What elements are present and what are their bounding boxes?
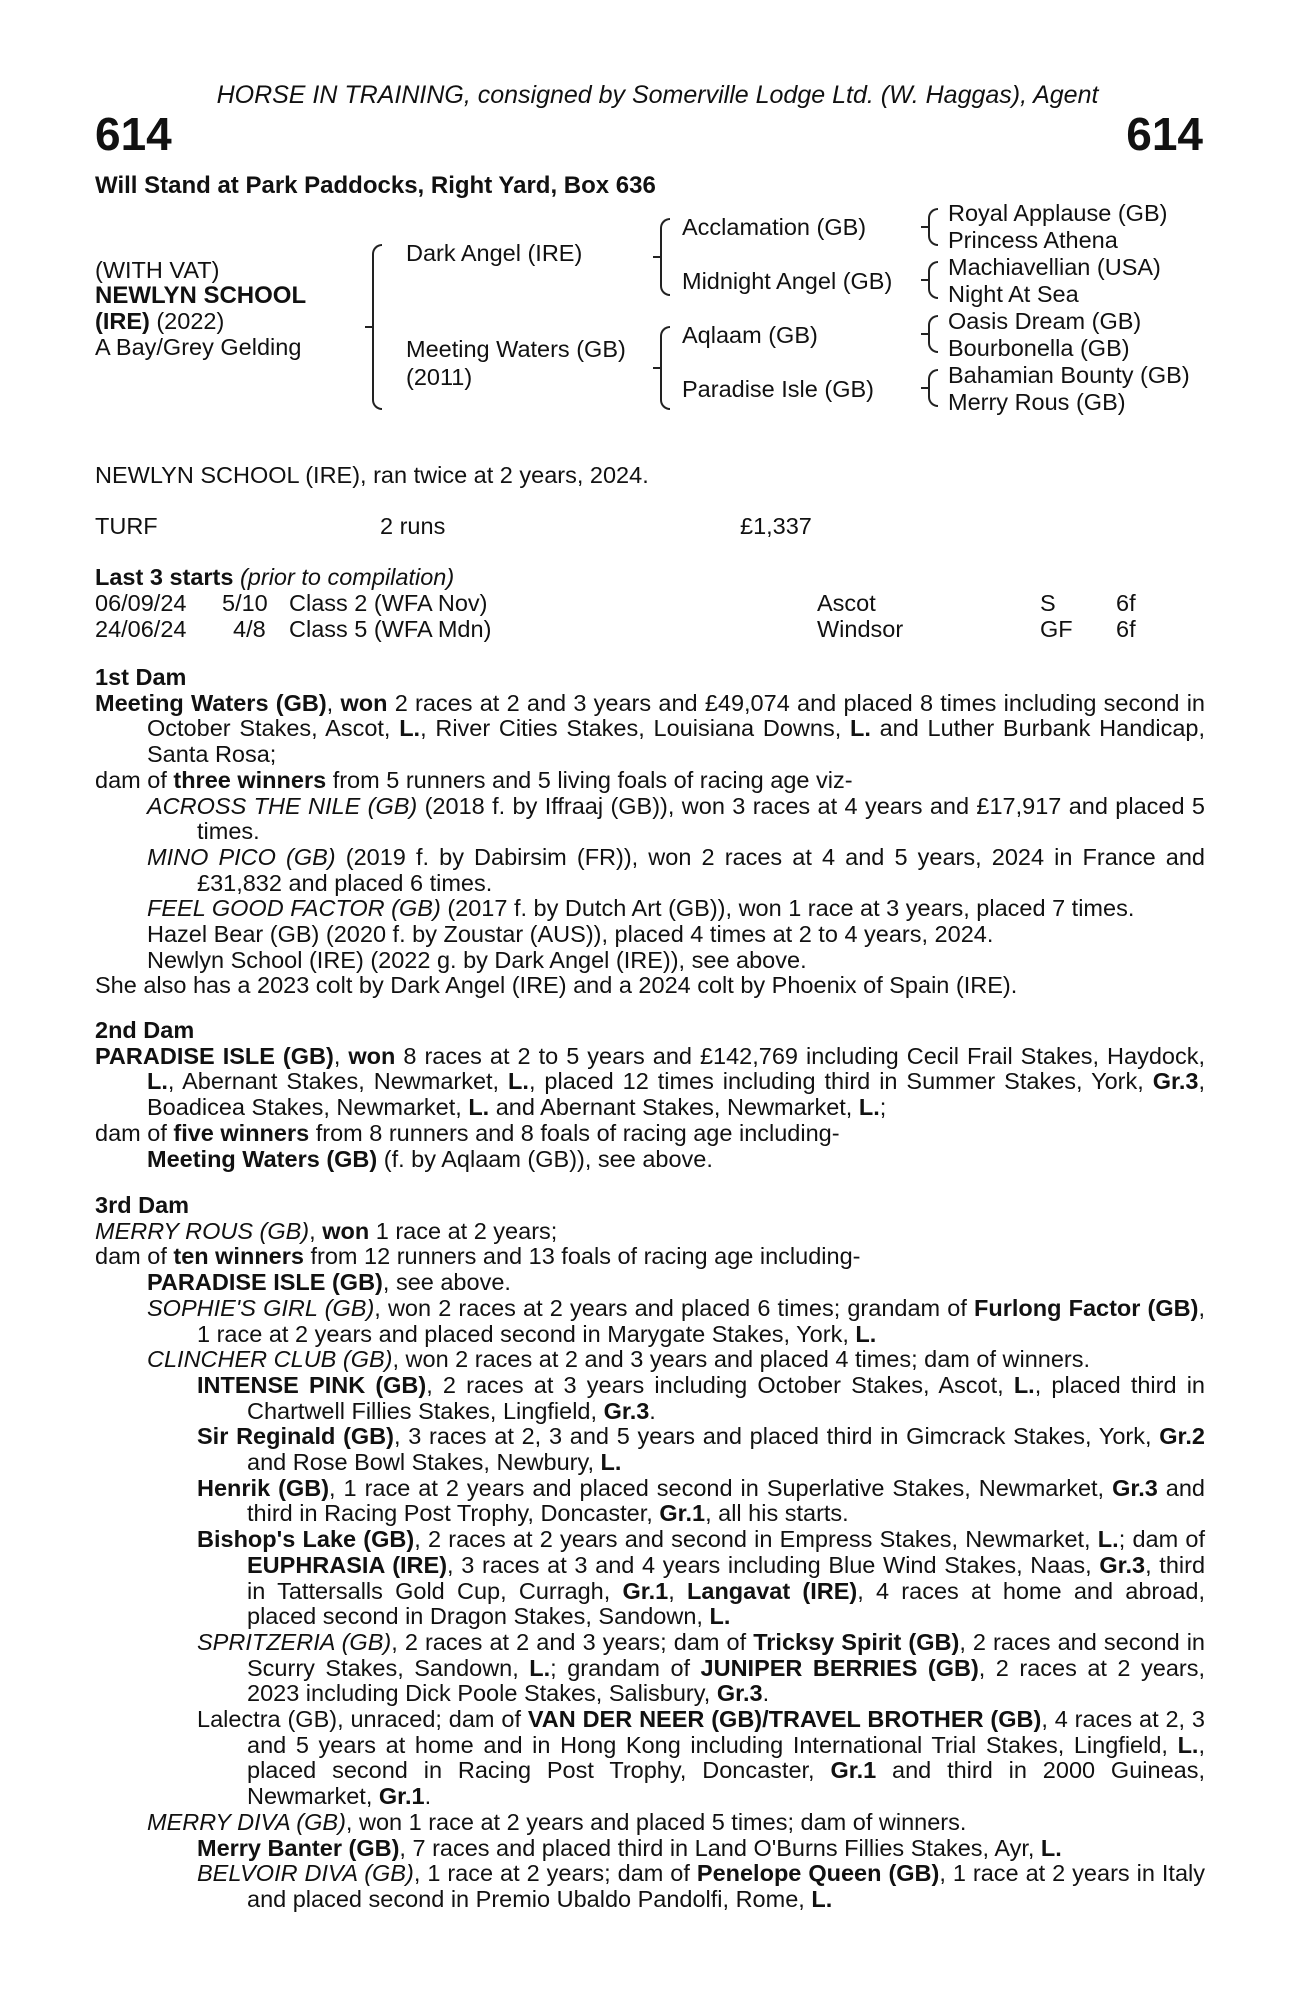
start-going: GF — [1040, 616, 1073, 642]
pedigree-brace-sire — [660, 218, 670, 296]
pedigree-dam-year: (2011) — [406, 364, 473, 390]
pedigree-ss-dam: Princess Athena — [948, 227, 1118, 253]
grand-produce-entry: INTENSE PINK (GB), 2 races at 3 years including October Stakes, Ascot, L., placed third in Chartwell Fillies Stakes, Lingfield, Gr.3. — [197, 1371, 1205, 1424]
pedigree-sd-dam: Night At Sea — [948, 281, 1079, 307]
first-dam-title: 1st Dam — [95, 664, 187, 690]
pedigree-sire-sire: Acclamation (GB) — [682, 214, 867, 240]
pedigree-dam-dam: Paradise Isle (GB) — [682, 376, 874, 402]
vat-note: (WITH VAT) — [95, 257, 220, 283]
race-summary: NEWLYN SCHOOL (IRE), ran twice at 2 years, 2024. — [95, 462, 649, 488]
pedigree-ss-sire: Royal Applause (GB) — [948, 200, 1168, 226]
start-class: Class 2 (WFA Nov) — [289, 590, 488, 616]
pedigree-dam: Meeting Waters (GB) — [406, 336, 626, 362]
second-dam-title: 2nd Dam — [95, 1017, 195, 1043]
second-dam-record: PARADISE ISLE (GB), won 8 races at 2 to 5 years and £142,769 including Cecil Frail Stakes, Haydock, L., Abernant Stakes, Newmarket, L., placed 12 times including third in Summer Stakes, York, Gr.3, Boadicea Stakes, Newmarket, L. and Abernant Stakes, Newmarket, L.; — [95, 1042, 1206, 1121]
grand-produce-entry: Henrik (GB), 1 race at 2 years and placed second in Superlative Stakes, Newmarket, Gr.3 and third in Racing Post Trophy, Doncaster, Gr.1, all his starts. — [197, 1474, 1205, 1527]
produce-entry: Meeting Waters (GB) (f. by Aqlaam (GB)), see above. — [147, 1145, 713, 1172]
first-dam-section — [95, 665, 1205, 999]
grand-produce-entry: SPRITZERIA (GB), 2 races at 2 and 3 years; dam of Tricksy Spirit (GB), 2 races and second in Scurry Stakes, Sandown, L.; grandam of JUNIPER BERRIES (GB), 2 races at 2 years, 2023 including Dick Poole Stakes, Salisbury, Gr.3. — [197, 1628, 1206, 1707]
produce-entry: CLINCHER CLUB (GB), won 2 races at 2 and 3 years and placed 4 times; dam of winners. — [147, 1346, 1091, 1373]
pedigree-ds-dam: Bourbonella (GB) — [948, 335, 1130, 361]
third-dam-section — [95, 1193, 1205, 1913]
start-class: Class 5 (WFA Mdn) — [289, 616, 492, 642]
grand-produce-entry: Merry Banter (GB), 7 races and placed third in Land O'Burns Fillies Stakes, Ayr, L. — [197, 1834, 1062, 1861]
produce-entry: MERRY DIVA (GB), won 1 race at 2 years and placed 5 times; dam of winners. — [147, 1808, 967, 1835]
pedigree-brace-ds — [928, 315, 938, 353]
pedigree-sire-dam: Midnight Angel (GB) — [682, 268, 893, 294]
lot-number-right: 614 — [1126, 108, 1203, 160]
pedigree-sd-sire: Machiavellian (USA) — [948, 254, 1161, 280]
pedigree-brace-dam — [660, 326, 670, 410]
produce-entry: ACROSS THE NILE (GB) (2018 f. by Iffraaj (GB)), won 3 races at 4 years and £17,917 and placed 5 times. — [147, 792, 1206, 845]
grand-produce-entry: BELVOIR DIVA (GB), 1 race at 2 years; dam of Penelope Queen (GB), 1 race at 2 years in Italy and placed second in Premio Ubaldo Pandolfi, Rome, L. — [197, 1860, 1205, 1912]
start-course: Windsor — [817, 616, 904, 642]
record-surface: TURF — [95, 513, 158, 539]
pedigree-brace-main — [372, 244, 382, 410]
pedigree-sire: Dark Angel (IRE) — [406, 240, 583, 266]
start-distance: 6f — [1116, 616, 1136, 642]
produce-entry: MINO PICO (GB) (2019 f. by Dabirsim (FR)), won 2 races at 4 and 5 years, 2024 in France and £31,832 and placed 6 times. — [147, 843, 1205, 896]
first-dam-produce-summary: dam of three winners from 5 runners and 5 living foals of racing age viz- — [95, 766, 853, 793]
pedigree-dd-dam: Merry Rous (GB) — [948, 389, 1126, 415]
third-dam-produce-summary: dam of ten winners from 12 runners and 13 foals of racing age including- — [95, 1243, 861, 1270]
start-date: 06/09/24 — [95, 590, 187, 616]
pedigree-brace-ss — [928, 208, 938, 246]
record-runs: 2 runs — [380, 513, 446, 539]
pedigree-dd-sire: Bahamian Bounty (GB) — [948, 362, 1190, 388]
start-going: S — [1040, 590, 1056, 616]
horse-origin: (IRE) — [95, 308, 150, 334]
last-starts-title: Last 3 starts — [95, 564, 234, 590]
produce-entry: PARADISE ISLE (GB), see above. — [147, 1269, 511, 1296]
pedigree-dam-sire: Aqlaam (GB) — [682, 322, 818, 348]
horse-origin-year — [95, 308, 224, 335]
stand-location: Will Stand at Park Paddocks, Right Yard, Box 636 — [95, 172, 656, 199]
produce-entry: SOPHIE'S GIRL (GB), won 2 races at 2 years and placed 6 times; grandam of Furlong Factor (GB), 1 race at 2 years and placed second in Marygate Stakes, York, L. — [147, 1294, 1205, 1347]
horse-year: (2022) — [156, 308, 225, 334]
record-earnings: £1,337 — [740, 513, 812, 539]
start-course: Ascot — [817, 590, 876, 616]
start-position: 5/10 — [222, 590, 268, 616]
start-date: 24/06/24 — [95, 616, 187, 642]
horse-name: NEWLYN SCHOOL — [95, 282, 307, 309]
second-dam-section — [95, 1018, 1205, 1172]
pedigree-brace-dd — [928, 369, 938, 407]
produce-entry: FEEL GOOD FACTOR (GB) (2017 f. by Dutch Art (GB)), won 1 race at 3 years, placed 7 times. — [147, 895, 1135, 922]
last-starts-subtitle: (prior to compilation) — [239, 564, 455, 590]
start-distance: 6f — [1116, 590, 1136, 616]
third-dam-title: 3rd Dam — [95, 1192, 190, 1218]
start-position: 4/8 — [233, 616, 266, 642]
grand-produce-entry: Lalectra (GB), unraced; dam of VAN DER NEER (GB)/TRAVEL BROTHER (GB), 4 races at 2, 3 and 5 years at home and in Hong Kong including International Trial Stakes, Lingfield, L., placed second in Racing Post Trophy, Doncaster, Gr.1 and third in 2000 Guineas, Newmarket, Gr.1. — [197, 1706, 1205, 1810]
first-dam-record: Meeting Waters (GB), won 2 races at 2 and 3 years and £49,074 and placed 8 times including second in October Stakes, Ascot, L., River Cities Stakes, Louisiana Downs, L. and Luther Burbank Handicap, Santa Rosa; — [95, 689, 1205, 768]
consignment-line: HORSE IN TRAINING, consigned by Somerville Lodge Ltd. (W. Haggas), Agent — [216, 81, 1099, 109]
produce-note: She also has a 2023 colt by Dark Angel (IRE) and a 2024 colt by Phoenix of Spain (IRE). — [95, 972, 1018, 999]
produce-entry: Hazel Bear (GB) (2020 f. by Zoustar (AUS)), placed 4 times at 2 to 4 years, 2024. — [147, 921, 994, 948]
pedigree-ds-sire: Oasis Dream (GB) — [948, 308, 1142, 334]
grand-produce-entry: Bishop's Lake (GB), 2 races at 2 years and second in Empress Stakes, Newmarket, L.; dam of EUPHRASIA (IRE), 3 races at 3 and 4 years including Blue Wind Stakes, Naas, Gr.3, third in Tattersalls Gold Cup, Curragh, Gr.1, Langavat (IRE), 4 races at home and abroad, placed second in Dragon Stakes, Sandown, L. — [197, 1526, 1206, 1630]
pedigree-brace-sd — [928, 261, 938, 299]
third-dam-record: MERRY ROUS (GB), won 1 race at 2 years; — [95, 1217, 558, 1244]
grand-produce-entry: Sir Reginald (GB), 3 races at 2, 3 and 5 years and placed third in Gimcrack Stakes, York, Gr.2 and Rose Bowl Stakes, Newbury, L. — [197, 1423, 1205, 1476]
horse-description: A Bay/Grey Gelding — [95, 334, 302, 360]
dam-name: Meeting Waters (GB) — [95, 689, 327, 716]
produce-entry: Newlyn School (IRE) (2022 g. by Dark Angel (IRE)), see above. — [147, 946, 807, 973]
second-dam-produce-summary: dam of five winners from 8 runners and 8 foals of racing age including- — [95, 1119, 840, 1146]
lot-number-left: 614 — [95, 108, 172, 160]
last-starts-heading — [95, 564, 454, 591]
